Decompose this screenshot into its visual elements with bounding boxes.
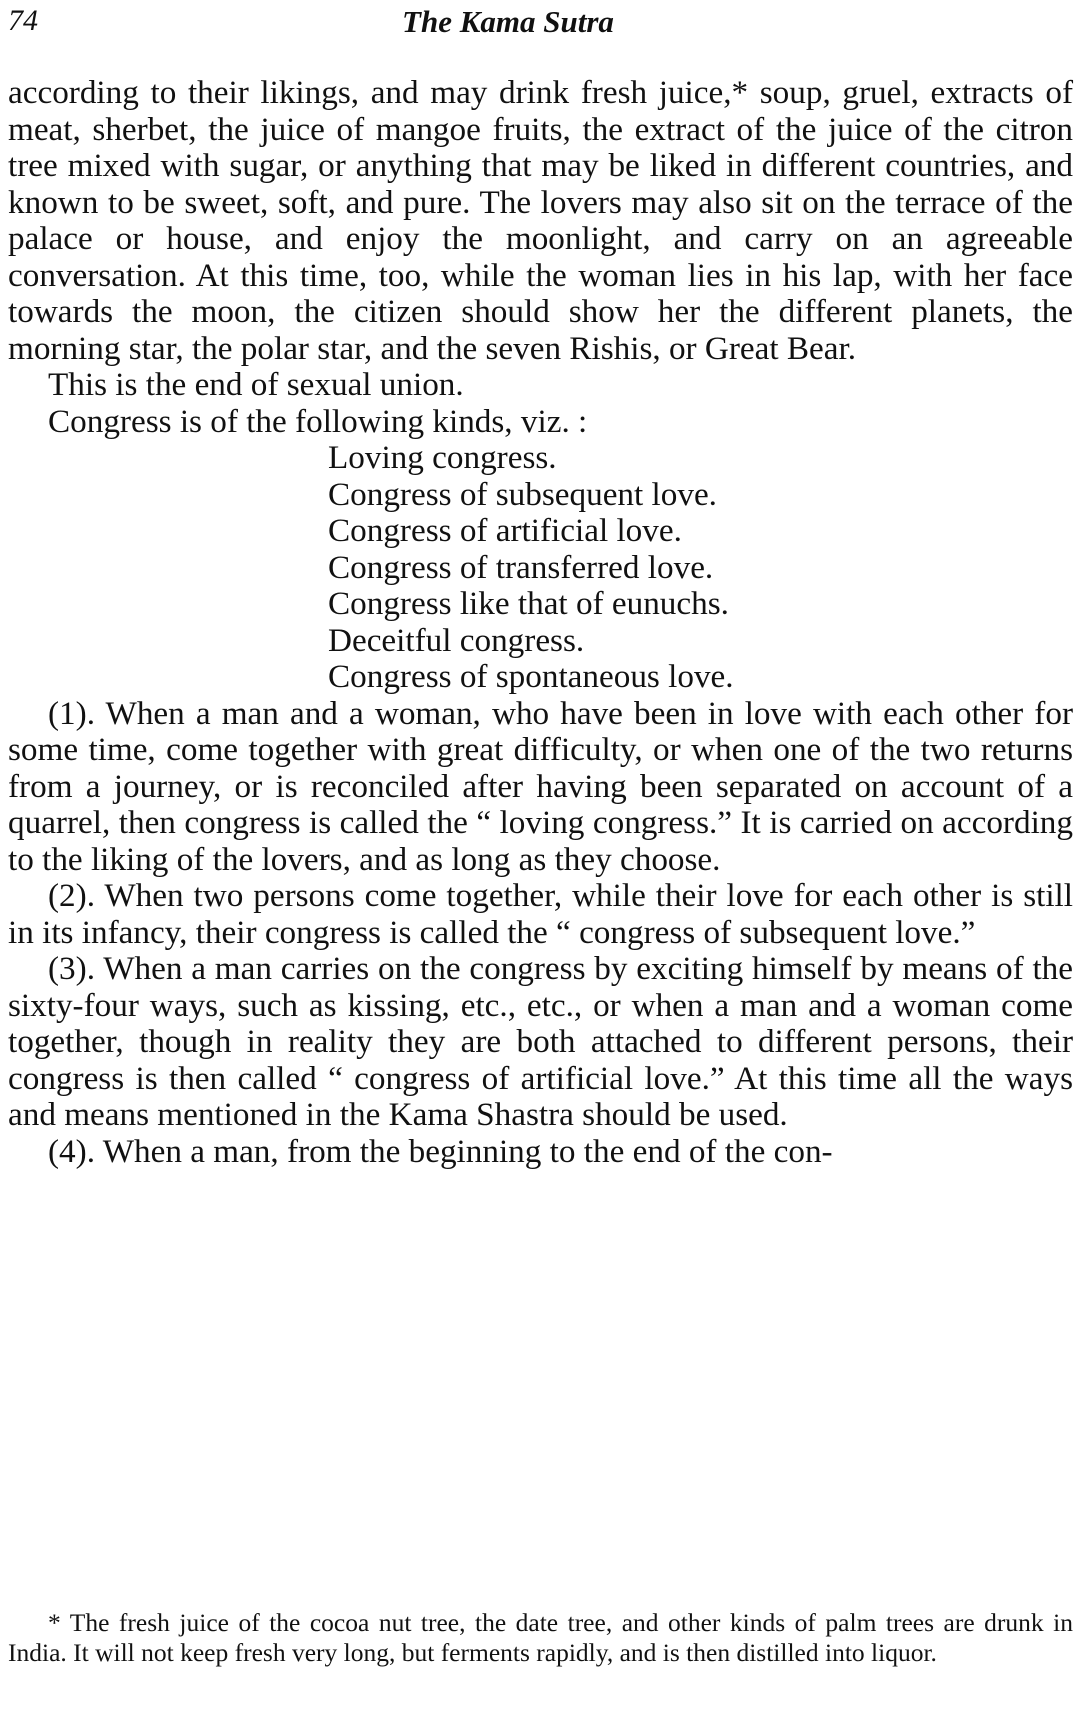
body-text xyxy=(8,75,1073,1170)
congress-kinds-list xyxy=(8,440,1073,696)
list-item: Congress like that of eunuchs. xyxy=(328,585,729,622)
page-number: 74 xyxy=(8,4,38,37)
paragraph: (3). When a man carries on the congress by exciting himself by means of the sixty-four ways, such as kissing, etc., etc., or when a man and a woman come together, though in reality they are both attached to different persons, their congress is then called “ congress of artificial love.” At this time all the ways and means mentioned in the Kama Shastra should be used. xyxy=(8,950,1073,1133)
paragraph: This is the end of sexual union. xyxy=(48,366,464,403)
list-item: Deceitful congress. xyxy=(328,621,585,659)
paragraph: (4). When a man, from the beginning to the end of the con- xyxy=(48,1132,833,1170)
list-item: Congress of spontaneous love. xyxy=(328,658,734,695)
footnote xyxy=(8,1608,1073,1668)
list-item: Congress of subsequent love. xyxy=(328,475,717,513)
footnote-text: * The fresh juice of the cocoa nut tree, the date tree, and other kinds of palm trees are drunk in India. It will not keep fresh very long, but ferments rapidly, and is then distilled into liquor. xyxy=(8,1608,1073,1667)
page-header xyxy=(8,4,1008,44)
running-title: The Kama Sutra xyxy=(402,4,614,39)
paragraph: (1). When a man and a woman, who have been in love with each other for some time, come together with great difficulty, or when one of the two returns from a journey, or is reconciled after having been separated on account of a quarrel, then congress is called the “ loving congress.” It is carried on according to the liking of the lovers, and as long as they choose. xyxy=(8,694,1073,878)
paragraph: according to their likings, and may drink fresh juice,* soup, gruel, extracts of meat, sherbet, the juice of mangoe fruits, the extract of the juice of the citron tree mixed with sugar, or anything that may be liked in different countries, and known to be sweet, soft, and pure. The lovers may also sit on the terrace of the palace or house, and enjoy the moonlight, and carry on an agreeable conversation. At this time, too, while the woman lies in his lap, with her face towards the moon, the citizen should show her the different planets, the morning star, the polar star, and the seven Rishis, or Great Bear. xyxy=(8,74,1073,367)
list-item: Congress of artificial love. xyxy=(328,512,682,549)
paragraph: (2). When two persons come together, while their love for each other is still in its infancy, their congress is called the “ congress of subsequent love.” xyxy=(8,877,1073,951)
paragraph: Congress is of the following kinds, viz. : xyxy=(48,402,588,440)
list-item: Congress of transferred love. xyxy=(328,548,714,586)
list-item: Loving congress. xyxy=(328,439,557,476)
